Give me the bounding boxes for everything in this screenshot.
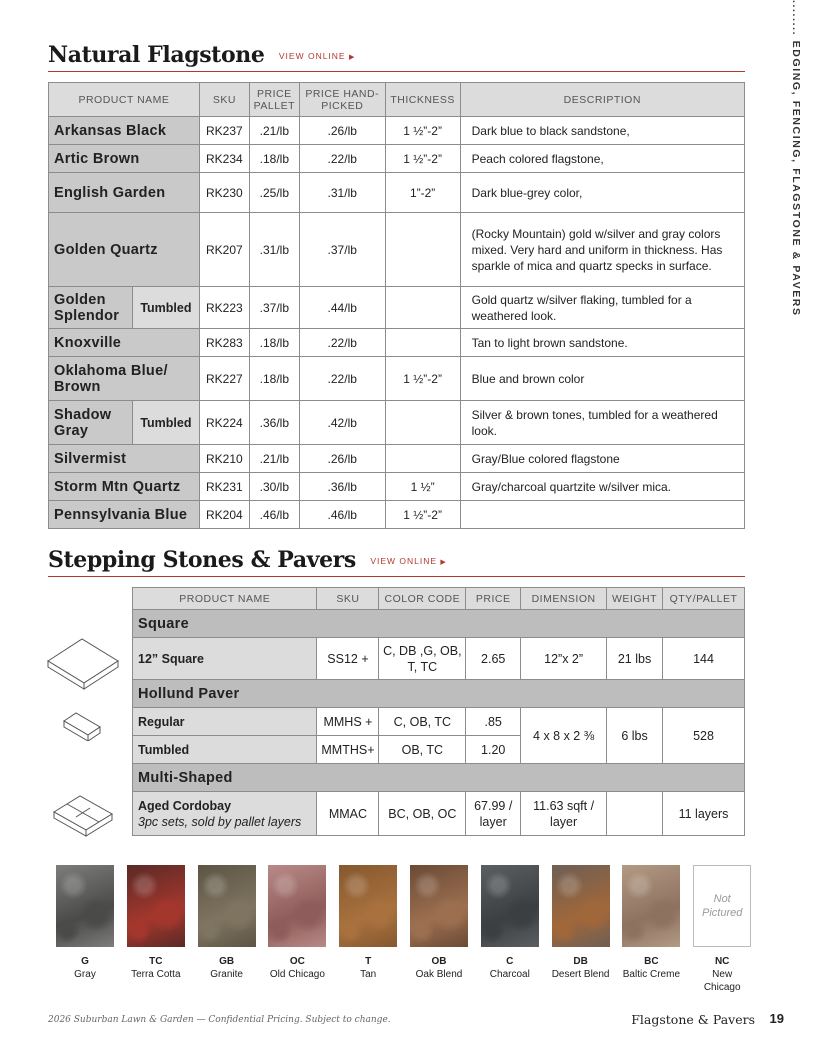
swatch-texture [622, 865, 680, 947]
product-name: Knoxville [49, 329, 200, 357]
price-pallet: .37/lb [249, 287, 299, 329]
table-row [49, 213, 745, 287]
page-number: 19 [769, 1011, 784, 1026]
swatch-code: T [365, 956, 372, 967]
description: Silver & brown tones, tumbled for a weathered look. [460, 401, 744, 445]
swatch-nc [693, 865, 751, 994]
swatch-texture [481, 865, 539, 947]
description [460, 501, 744, 529]
thickness: 1 ½” [385, 473, 460, 501]
group-row-hollund [133, 680, 745, 708]
pavers-table [132, 587, 745, 836]
arrow-right-icon: ▶ [348, 54, 356, 61]
qty-pallet: 528 [663, 708, 745, 764]
swatch-name: Desert Blend [551, 969, 610, 980]
price-pallet: .25/lb [249, 173, 299, 213]
product-name: Storm Mtn Quartz [49, 473, 200, 501]
col-header-thickness: THICKNESS [385, 83, 460, 117]
table-row [49, 473, 745, 501]
col-header-qty-pallet: QTY/PALLET [663, 588, 745, 610]
col-header-weight: WEIGHT [607, 588, 663, 610]
sku: SS12 + [317, 638, 379, 680]
thickness: 1 ½”-2” [385, 357, 460, 401]
multi-shaped-paver-icon [52, 790, 114, 838]
table-row [49, 401, 745, 445]
qty-pallet: 144 [663, 638, 745, 680]
table-row [49, 357, 745, 401]
price-pallet: .18/lb [249, 357, 299, 401]
footer-section-name: Flagstone & Pavers [631, 1012, 755, 1027]
dimension: 11.63 sqft / layer [521, 792, 607, 836]
product-name: English Garden [49, 173, 200, 213]
swatch-name: Baltic Creme [622, 969, 681, 980]
side-tab-label: ........ EDGING, FENCING, FLAGSTONE & PAVERS [790, 0, 802, 317]
price-hand-picked: .37/lb [299, 213, 385, 287]
swatch-texture [339, 865, 397, 947]
finish-tag: Tumbled [132, 287, 199, 329]
table-row [49, 173, 745, 213]
swatch-name: New Chicago [703, 969, 741, 993]
swatch-texture [410, 865, 468, 947]
swatch-texture [56, 865, 114, 947]
swatch-code: OC [289, 956, 305, 967]
table-row [49, 329, 745, 357]
thickness [385, 329, 460, 357]
product-name: 12” Square [133, 638, 317, 680]
flagstone-view-online-link[interactable]: VIEW ONLINE ▶ [278, 51, 356, 61]
sku: RK231 [199, 473, 249, 501]
thickness [385, 287, 460, 329]
product-subtitle: 3pc sets, sold by pallet layers [138, 814, 302, 829]
product-name: Tumbled [133, 736, 317, 764]
description: Gold quartz w/silver flaking, tumbled for a weathered look. [460, 287, 744, 329]
price-pallet: .18/lb [249, 145, 299, 173]
sku: RK227 [199, 357, 249, 401]
price-pallet: .21/lb [249, 117, 299, 145]
price-pallet: .30/lb [249, 473, 299, 501]
sku: RK207 [199, 213, 249, 287]
swatch-code: NC [714, 956, 730, 967]
product-name-text: Aged Cordobay [138, 798, 232, 813]
side-section-tab [770, 0, 810, 330]
group-row-multi-shaped [133, 764, 745, 792]
swatch-placeholder: Not Pictured [693, 865, 751, 947]
table-row [133, 708, 745, 736]
sku: RK230 [199, 173, 249, 213]
description: Tan to light brown sandstone. [460, 329, 744, 357]
price-hand-picked: .36/lb [299, 473, 385, 501]
col-header-product-name: PRODUCT NAME [49, 83, 200, 117]
description: Gray/Blue colored flagstone [460, 445, 744, 473]
col-header-dimension: DIMENSION [521, 588, 607, 610]
swatch-name: Terra Cotta [131, 969, 181, 980]
table-row [49, 145, 745, 173]
thickness: 1 ½”-2” [385, 145, 460, 173]
price-hand-picked: .22/lb [299, 357, 385, 401]
color-code: C, DB ,G, OB, T, TC [379, 638, 466, 680]
table-row [133, 638, 745, 680]
color-code: BC, OB, OC [379, 792, 466, 836]
price: 1.20 [466, 736, 521, 764]
pavers-view-online-link[interactable]: VIEW ONLINE ▶ [370, 556, 447, 566]
group-label-square: Square [133, 610, 745, 638]
group-row-square [133, 610, 745, 638]
product-name: Arkansas Black [49, 117, 200, 145]
col-header-description: DESCRIPTION [460, 83, 744, 117]
col-header-color-code: COLOR CODE [379, 588, 466, 610]
swatch-name: Granite [210, 969, 243, 980]
flagstone-table [48, 82, 745, 529]
sku: MMHS + [317, 708, 379, 736]
price-pallet: .31/lb [249, 213, 299, 287]
thickness [385, 445, 460, 473]
sku: RK224 [199, 401, 249, 445]
table-row [49, 287, 745, 329]
swatch-name: Tan [360, 969, 377, 980]
price-pallet: .46/lb [249, 501, 299, 529]
swatch-code: GB [219, 956, 235, 967]
thickness: 1 ½”-2” [385, 501, 460, 529]
price: .85 [466, 708, 521, 736]
sku: MMAC [317, 792, 379, 836]
swatch-ob [410, 865, 468, 981]
product-name: Golden Splendor [49, 287, 133, 329]
swatch-c [481, 865, 539, 981]
swatch-texture [127, 865, 185, 947]
swatch-t [339, 865, 397, 981]
product-name: Silvermist [49, 445, 200, 473]
sku: RK210 [199, 445, 249, 473]
price: 2.65 [466, 638, 521, 680]
price-hand-picked: .42/lb [299, 401, 385, 445]
sku: RK204 [199, 501, 249, 529]
hollund-paver-icon [62, 709, 102, 741]
table-row [49, 501, 745, 529]
qty-pallet: 11 layers [663, 792, 745, 836]
swatch-name: Gray [74, 969, 96, 980]
pavers-header-row [133, 588, 745, 610]
swatch-bc [622, 865, 680, 981]
thickness [385, 401, 460, 445]
product-name: Golden Quartz [49, 213, 200, 287]
dimension: 4 x 8 x 2 ⅜ [521, 708, 607, 764]
price-hand-picked: .31/lb [299, 173, 385, 213]
swatch-code: G [81, 956, 89, 967]
product-name: Shadow Gray [49, 401, 133, 445]
swatch-code: DB [573, 956, 588, 967]
swatch-name: Old Chicago [269, 969, 325, 980]
price-pallet: .21/lb [249, 445, 299, 473]
finish-tag: Tumbled [132, 401, 199, 445]
swatch-gb [198, 865, 256, 981]
swatch-name: Oak Blend [415, 969, 463, 980]
price-hand-picked: .22/lb [299, 145, 385, 173]
swatch-texture [268, 865, 326, 947]
sku: RK237 [199, 117, 249, 145]
description: Dark blue-grey color, [460, 173, 744, 213]
pavers-heading [48, 547, 745, 577]
price-hand-picked: .26/lb [299, 445, 385, 473]
product-name: Regular [133, 708, 317, 736]
col-header-product-name: PRODUCT NAME [133, 588, 317, 610]
description: Gray/charcoal quartzite w/silver mica. [460, 473, 744, 501]
description: Dark blue to black sandstone, [460, 117, 744, 145]
product-name: Artic Brown [49, 145, 200, 173]
weight [607, 792, 663, 836]
product-name [133, 792, 317, 836]
swatch-code: BC [644, 956, 659, 967]
col-header-sku: SKU [317, 588, 379, 610]
flagstone-heading [48, 42, 745, 72]
col-header-sku: SKU [199, 83, 249, 117]
weight: 6 lbs [607, 708, 663, 764]
price-pallet: .18/lb [249, 329, 299, 357]
swatch-texture [198, 865, 256, 947]
swatch-db [552, 865, 610, 981]
price: 67.99 / layer [466, 792, 521, 836]
dimension: 12”x 2” [521, 638, 607, 680]
color-code: OB, TC [379, 736, 466, 764]
price-hand-picked: .22/lb [299, 329, 385, 357]
table-row [133, 792, 745, 836]
thickness: 1 ½”-2” [385, 117, 460, 145]
swatch-name: Charcoal [489, 969, 530, 980]
thickness: 1”-2” [385, 173, 460, 213]
sku: RK283 [199, 329, 249, 357]
sku: RK223 [199, 287, 249, 329]
swatch-code: C [506, 956, 514, 967]
col-header-price: PRICE [466, 588, 521, 610]
table-row [49, 445, 745, 473]
swatch-code: TC [149, 956, 163, 967]
flagstone-header-row [49, 83, 745, 117]
product-name: Oklahoma Blue/ Brown [49, 357, 200, 401]
weight: 21 lbs [607, 638, 663, 680]
footer-disclaimer: 2026 Suburban Lawn & Garden — Confidential Pricing. Subject to change. [48, 1015, 391, 1025]
description: Blue and brown color [460, 357, 744, 401]
square-paver-icon [46, 634, 120, 690]
color-code: C, OB, TC [379, 708, 466, 736]
swatch-oc [268, 865, 326, 981]
flagstone-title: Natural Flagstone [48, 42, 265, 68]
pavers-title: Stepping Stones & Pavers [48, 547, 356, 573]
col-header-price-hand-picked: PRICE HAND-PICKED [299, 83, 385, 117]
price-pallet: .36/lb [249, 401, 299, 445]
swatch-texture [552, 865, 610, 947]
col-header-price-pallet: PRICE PALLET [249, 83, 299, 117]
description: Peach colored flagstone, [460, 145, 744, 173]
price-hand-picked: .44/lb [299, 287, 385, 329]
table-row [49, 117, 745, 145]
thickness [385, 213, 460, 287]
arrow-right-icon: ▶ [440, 559, 447, 566]
swatch-tc [127, 865, 185, 981]
sku: RK234 [199, 145, 249, 173]
group-label-hollund: Hollund Paver [133, 680, 745, 708]
price-hand-picked: .46/lb [299, 501, 385, 529]
group-label-multi-shaped: Multi-Shaped [133, 764, 745, 792]
swatch-code: OB [431, 956, 447, 967]
product-name: Pennsylvania Blue [49, 501, 200, 529]
price-hand-picked: .26/lb [299, 117, 385, 145]
sku: MMTHS+ [317, 736, 379, 764]
swatch-g [56, 865, 114, 981]
description: (Rocky Mountain) gold w/silver and gray colors mixed. Very hard and uniform in thickness. Has sparkle of mica and quartz specks in surface. [460, 213, 744, 287]
